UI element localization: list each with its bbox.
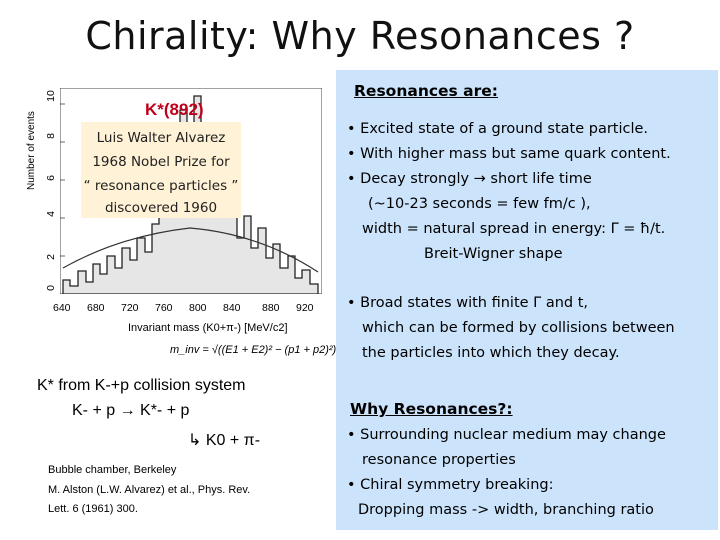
- dropping-mass-text: Dropping mass -> width, branching ratio: [358, 502, 654, 518]
- kstar-892-label: K*(892): [145, 100, 204, 119]
- y-tick: 2: [44, 254, 57, 260]
- bullet-decay-strongly: • Decay strongly → short life time: [347, 171, 592, 187]
- bullet-nuclear-medium: • Surrounding nuclear medium may change: [347, 427, 666, 443]
- slide-title: Chirality: Why Resonances ?: [85, 14, 635, 58]
- x-tick: 760: [155, 302, 173, 314]
- why-heading: Why Resonances?:: [350, 400, 513, 418]
- x-tick: 840: [223, 302, 241, 314]
- bullet-broad-states: • Broad states with finite Γ and t,: [347, 295, 589, 311]
- y-tick: 4: [44, 211, 57, 217]
- source-line-3: Lett. 6 (1961) 300.: [48, 503, 138, 515]
- y-axis-label: Number of events: [26, 111, 37, 190]
- y-tick: 0: [44, 285, 57, 291]
- resonance-properties-text: resonance properties: [362, 452, 516, 468]
- x-tick: 920: [296, 302, 314, 314]
- nobel-line-1: Luis Walter Alvarez: [96, 130, 226, 146]
- nobel-line-3: “ resonance particles ”: [83, 178, 239, 194]
- bullet-excited-state: • Excited state of a ground state particle.: [347, 121, 649, 137]
- x-tick: 800: [189, 302, 207, 314]
- decay-particles-text: the particles into which they decay.: [362, 345, 620, 361]
- nobel-line-4: discovered 1960: [104, 200, 218, 216]
- bullet-chiral-symmetry: • Chiral symmetry breaking:: [347, 477, 554, 493]
- bullet-higher-mass: • With higher mass but same quark content.: [347, 146, 671, 162]
- lifetime-text: (~10-23 seconds = few fm/c ),: [368, 196, 591, 212]
- source-line-1: Bubble chamber, Berkeley: [48, 464, 177, 476]
- resonances-heading: Resonances are:: [354, 82, 498, 100]
- x-tick: 720: [121, 302, 139, 314]
- reaction-line-1: K- + p → K*- + p: [72, 402, 190, 419]
- breit-wigner-text: Breit-Wigner shape: [424, 246, 563, 262]
- x-tick: 880: [262, 302, 280, 314]
- x-tick: 640: [53, 302, 71, 314]
- invariant-mass-formula: m_inv = √((E1 + E2)² − (p1 + p2)²): [170, 344, 337, 356]
- collisions-text: which can be formed by collisions between: [362, 320, 675, 336]
- y-tick: 10: [44, 90, 57, 102]
- width-text: width = natural spread in energy: Γ = ħ/t.: [362, 221, 666, 237]
- x-tick: 680: [87, 302, 105, 314]
- x-axis-label: Invariant mass (K0+π-) [MeV/c2]: [128, 322, 288, 334]
- y-tick: 6: [44, 175, 57, 181]
- reaction-line-2: ↳ K0 + π-: [188, 432, 261, 449]
- y-tick: 8: [44, 133, 57, 139]
- collision-heading: K* from K-+p collision system: [37, 377, 246, 394]
- nobel-line-2: 1968 Nobel Prize for: [92, 154, 230, 170]
- source-line-2: M. Alston (L.W. Alvarez) et al., Phys. Rev.: [48, 484, 251, 496]
